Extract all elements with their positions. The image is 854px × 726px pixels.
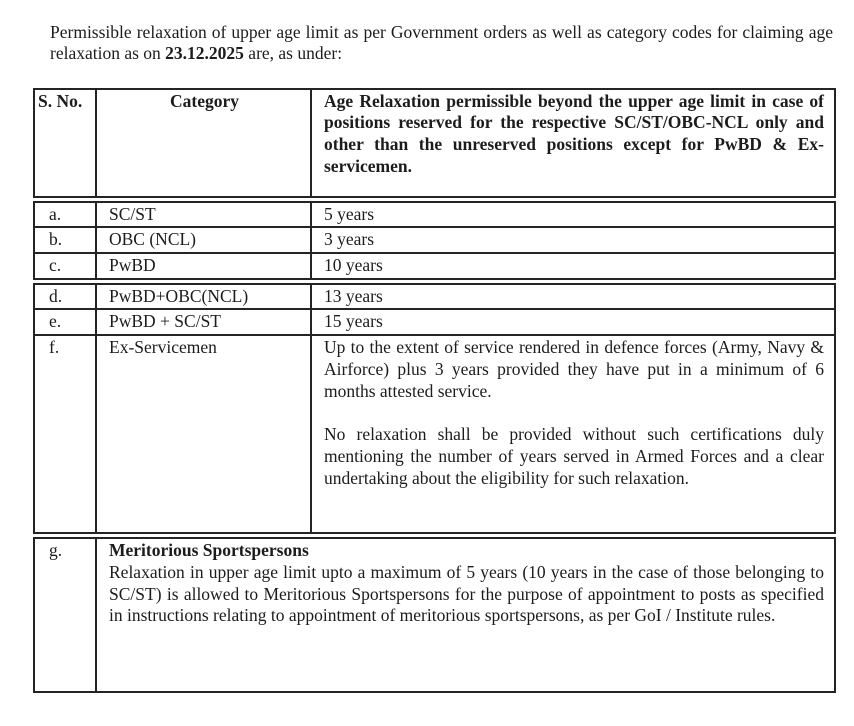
- table-row-g: [34, 536, 835, 693]
- category-cell: PwBD + SC/ST: [96, 309, 311, 335]
- header-category: Category: [96, 89, 311, 200]
- sportspersons-heading: Meritorious Sportspersons: [109, 540, 309, 561]
- intro-date: 23.12.2025: [165, 43, 244, 64]
- age-relaxation-table: [33, 88, 836, 693]
- relaxation-cell: [311, 335, 835, 536]
- intro-text-after: are, as under:: [243, 43, 343, 64]
- category-cell: SC/ST: [96, 199, 311, 227]
- intro-text-before: Permissible relaxation of upper age limit as per Government orders as well as category codes for claiming age relaxation as on: [50, 22, 833, 64]
- category-cell: OBC (NCL): [96, 227, 311, 253]
- header-sno: S. No.: [34, 89, 96, 200]
- sportspersons-cell: [96, 536, 835, 693]
- relaxation-cell: 15 years: [311, 309, 835, 335]
- table-header-row: [34, 89, 835, 200]
- sno-cell: g.: [34, 536, 96, 693]
- sno-cell: c.: [34, 253, 96, 281]
- category-cell: PwBD: [96, 253, 311, 281]
- intro-paragraph: [50, 22, 833, 65]
- header-age-relaxation: Age Relaxation permissible beyond the upper age limit in case of positions reserved for the respective SC/ST/OBC-NCL only and other than the unreserved positions except for PwBD & Ex-servicemen.: [311, 89, 835, 200]
- relaxation-cell: 5 years: [311, 199, 835, 227]
- relaxation-cell: 3 years: [311, 227, 835, 253]
- sno-cell: a.: [34, 199, 96, 227]
- sno-cell: b.: [34, 227, 96, 253]
- sno-cell: e.: [34, 309, 96, 335]
- document-page: [0, 22, 854, 693]
- ex-servicemen-paragraph-1: Up to the extent of service rendered in defence forces (Army, Navy & Airforce) plus 3 years provided they have put in a minimum of 6 months attested service.: [324, 337, 824, 401]
- category-cell: PwBD+OBC(NCL): [96, 281, 311, 309]
- sno-cell: f.: [34, 335, 96, 536]
- relaxation-cell: 10 years: [311, 253, 835, 281]
- category-cell: Ex-Servicemen: [96, 335, 311, 536]
- sno-cell: d.: [34, 281, 96, 309]
- table-row-e: [34, 309, 835, 335]
- table-row-c: [34, 253, 835, 281]
- table-row-a: [34, 199, 835, 227]
- sportspersons-body: Relaxation in upper age limit upto a maximum of 5 years (10 years in the case of those belonging to SC/ST) is allowed to Meritorious Sportspersons for the purpose of appointment to posts as specified in instructions relating to appointment of meritorious sportspersons, as per GoI / Institute rules.: [109, 561, 824, 626]
- table-row-f: [34, 335, 835, 536]
- ex-servicemen-paragraph-2: No relaxation shall be provided without such certifications duly mentioning the number of years served in Armed Forces and a clear undertaking about the eligibility for such relaxation.: [324, 424, 824, 488]
- table-row-d: [34, 281, 835, 309]
- relaxation-cell: 13 years: [311, 281, 835, 309]
- table-row-b: [34, 227, 835, 253]
